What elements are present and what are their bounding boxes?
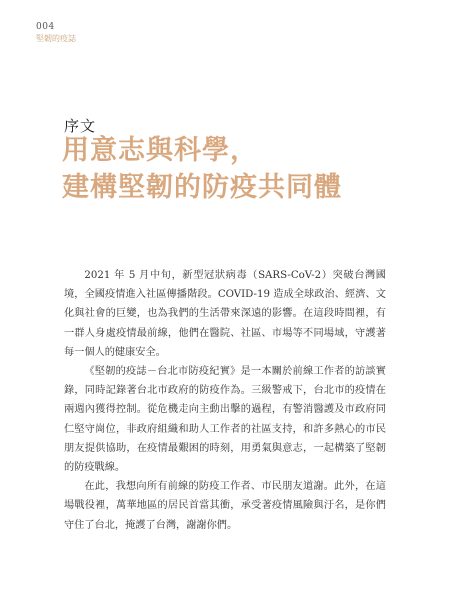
running-head: 堅韌的疫誌 bbox=[36, 34, 76, 43]
page-number: 004 bbox=[36, 22, 55, 32]
paragraph: 2021 年 5 月中旬，新型冠狀病毒（SARS-CoV-2）突破台灣國境，全國疫情進入社區傳播階段。COVID-19 造成全球政治、經濟、文化與社會的巨變，也為我們的生活帶來深遠的影響。在這段時間裡，有一群人身處疫情最前線，他們在醫院、社區、市場等不同場域，守護著每一個人的健康安全。 bbox=[64, 270, 386, 358]
body-text bbox=[64, 266, 386, 535]
section-label: 序文 bbox=[64, 117, 97, 135]
paragraph: 在此，我想向所有前線的防疫工作者、市民朋友道謝。此外，在這場戰役裡，萬華地區的居民首當其衝，承受著疫情風險與汙名，是你們守住了台北，掩護了台灣，謝謝你們。 bbox=[64, 481, 386, 531]
page-title bbox=[62, 132, 392, 206]
page-title-line-2: 建構堅韌的防疫共同體 bbox=[62, 172, 342, 203]
paragraph: 《堅韌的疫誌－台北市防疫紀實》是一本關於前線工作者的訪談實錄，同時記錄著台北市政府的防疫作為。三級警戒下，台北市的疫情在兩週內獲得控制。從危機走向主動出擊的過程，有警消醫護及市政府同仁堅守崗位，非政府組織和助人工作者的社區支持，和許多熱心的市民朋友提供協助，在疫情最艱困的時刻，用勇氣與意志，一起構築了堅韌的防疫戰線。 bbox=[64, 366, 386, 474]
page-title-line-1: 用意志與科學， bbox=[62, 135, 258, 166]
